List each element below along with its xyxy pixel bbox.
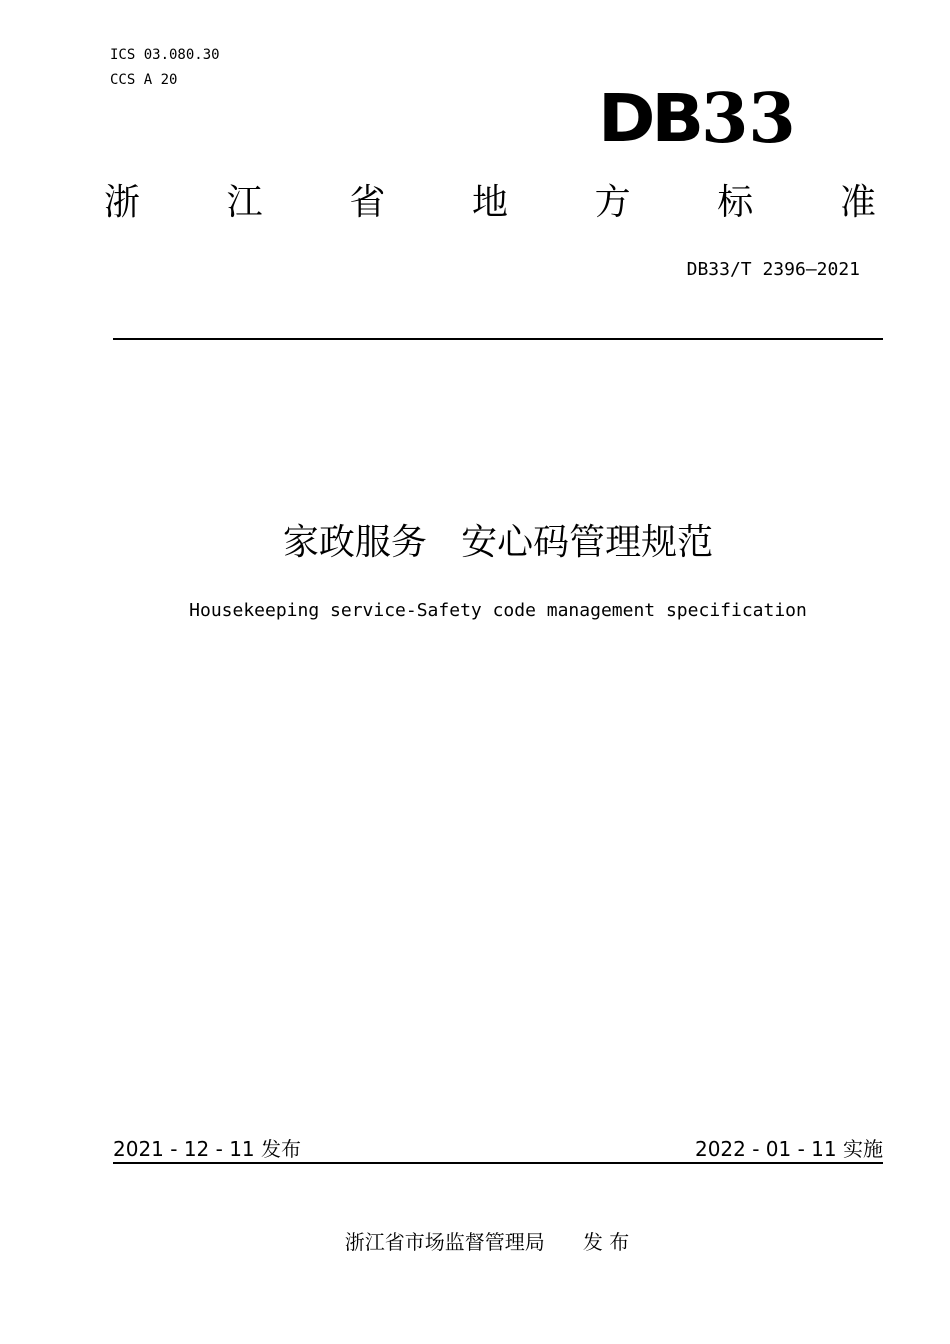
standard-type-char: 方 — [594, 182, 631, 223]
standard-type-char: 江 — [226, 182, 263, 223]
standard-type-char: 地 — [471, 182, 508, 223]
standard-type-char: 浙 — [104, 182, 141, 223]
title-chinese: 家政服务 安心码管理规范 — [282, 522, 714, 563]
standard-type-char: 准 — [839, 182, 876, 223]
logo-letters: DB — [598, 80, 700, 157]
publisher: 浙江省市场监督管理局 发 布 — [344, 1230, 630, 1254]
logo-number: 33 — [701, 79, 796, 159]
title-english: Housekeeping service-Safety code management specification — [189, 600, 807, 621]
ccs-code: CCS A 20 — [110, 72, 178, 88]
standard-type-char: 省 — [349, 182, 386, 223]
standard-type-heading — [104, 178, 876, 228]
ics-code: ICS 03.080.30 — [110, 47, 220, 63]
issue-date: 2021 - 12 - 11 发布 — [113, 1137, 302, 1161]
standard-number: DB33/T 2396—2021 — [686, 259, 860, 280]
implementation-date: 2022 - 01 - 11 实施 — [694, 1137, 883, 1161]
db33-logo — [598, 79, 818, 159]
top-divider — [113, 338, 883, 340]
bottom-divider — [113, 1162, 883, 1164]
standard-type-char: 标 — [717, 182, 754, 223]
